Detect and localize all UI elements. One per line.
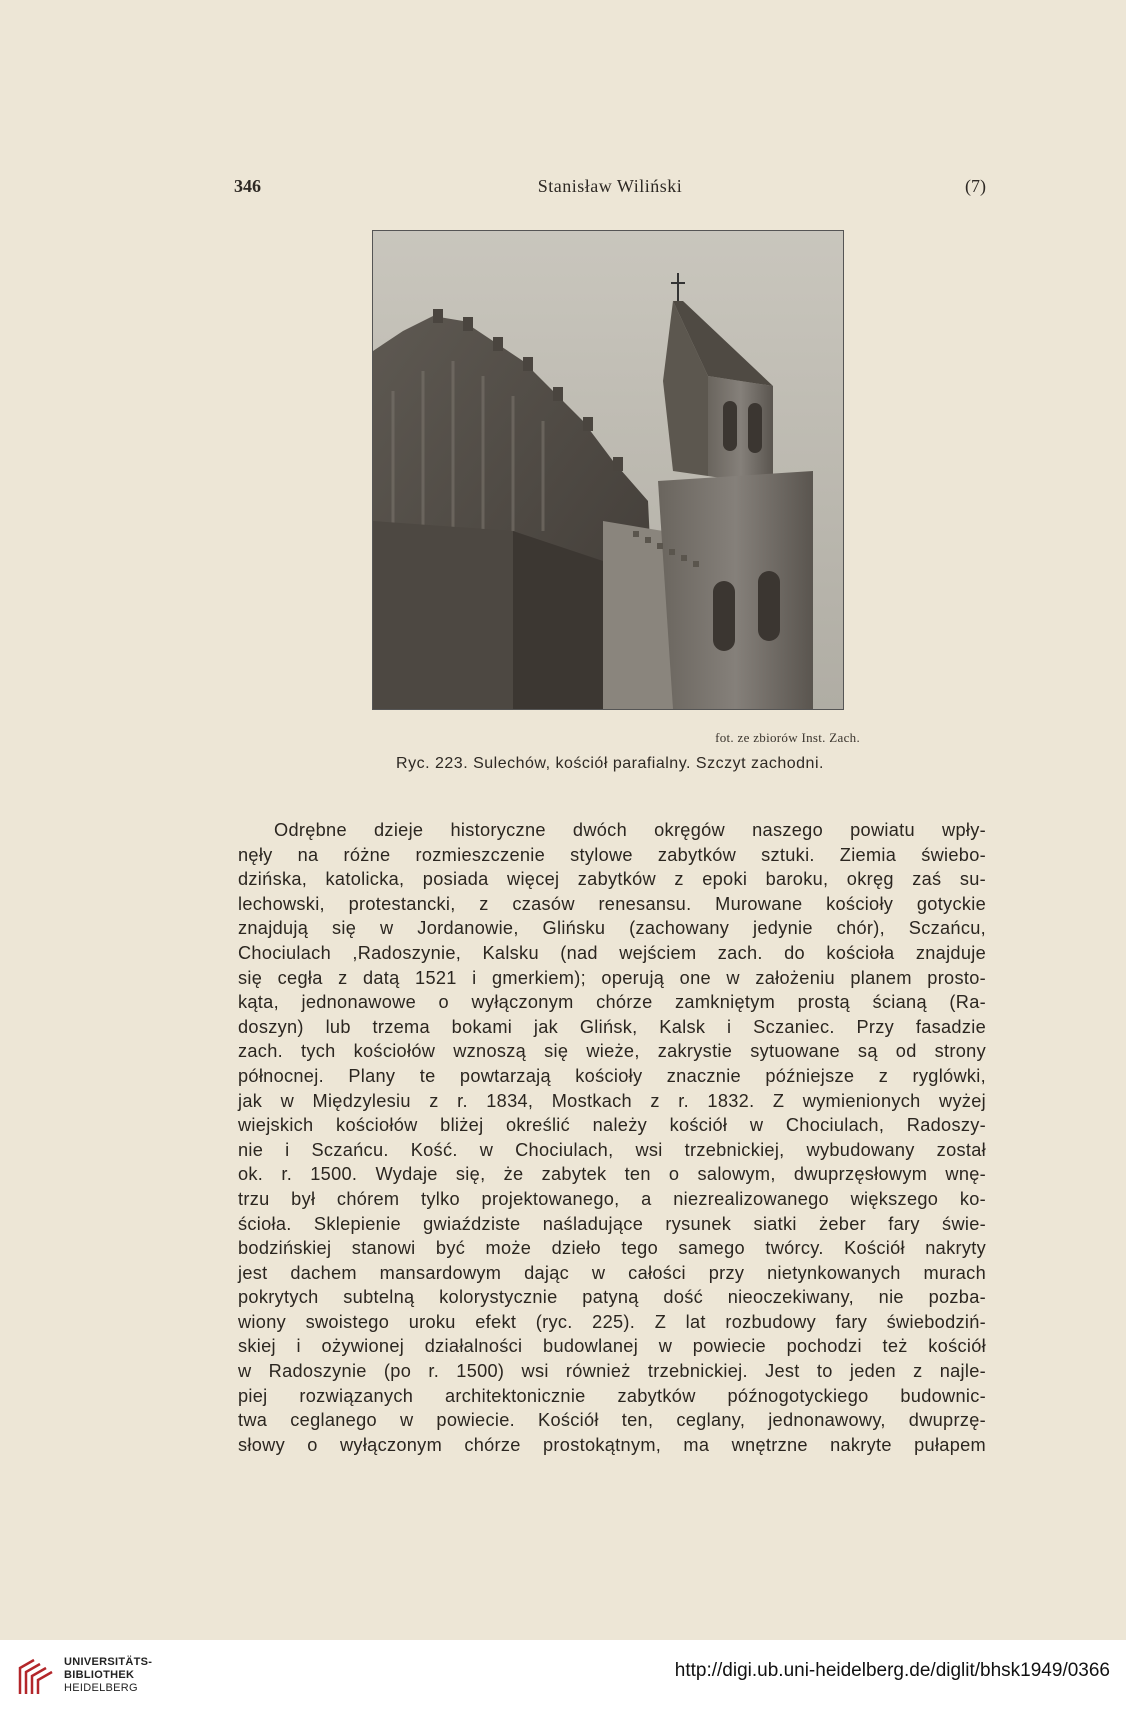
section-number: (7)	[965, 176, 986, 196]
text-line: piej rozwiązanych architektonicznie zabytków późnogotyckiego budownic-	[238, 1385, 986, 1406]
text-line: kąta, jednonawowe o wyłączonym chórze zamkniętym prostą ścianą (Ra-	[238, 992, 986, 1013]
text-line: wiejskich kościołów bliżej określić należy kościół w Chociulach, Radoszy-	[238, 1115, 986, 1136]
text-line: Odrębne dzieje historyczne dwóch okręgów naszego powiatu wpły-	[274, 820, 986, 840]
church-gable-tower-image	[373, 231, 843, 709]
photo-credit: fot. ze zbiorów Inst. Zach.	[715, 730, 860, 745]
text-line: dzińska, katolicka, posiada więcej zabytków z epoki baroku, okręg zaś su-	[238, 869, 986, 890]
text-line: w Radoszynie (po r. 1500) wsi również trzebnickiej. Jest to jeden z najle-	[238, 1361, 986, 1382]
church-photo	[372, 230, 844, 710]
text-line: ścioła. Sklepienie gwiaździste naśladujące rysunek siatki żeber fary świe-	[238, 1213, 986, 1234]
digitization-footer	[0, 1640, 1126, 1725]
text-line: ok. r. 1500. Wydaje się, że zabytek ten o salowym, dwuprzęsłowym wnę-	[238, 1164, 986, 1185]
text-line: twa ceglanego w powiecie. Kościół ten, ceglany, jednonawowy, dwuprzę-	[238, 1410, 986, 1431]
text-line: nęły na różne rozmieszczenie stylowe zabytków sztuki. Ziemia świebo-	[238, 844, 986, 865]
text-line: północnej. Plany te powtarzają kościoły znacznie późniejsze z ryglówki,	[238, 1065, 986, 1086]
text-line: lechowski, protestancki, z czasów renesansu. Murowane kościoły gotyckie	[238, 893, 986, 914]
text-line: wiony swoistego uroku efekt (ryc. 225). Z lat rozbudowy fary świebodziń-	[238, 1311, 986, 1332]
text-line: jak w Międzylesiu z r. 1834, Mostkach z r. 1832. Z wymienionych wyżej	[238, 1090, 986, 1111]
text-line: trzu był chórem tylko projektowanego, a niezrealizowanego większego ko-	[238, 1188, 986, 1209]
page-number: 346	[234, 176, 261, 196]
text-line: bodzińskiej stanowi być może dzieło tego samego twórcy. Kościół nakryty	[238, 1238, 986, 1259]
text-line: znajdują się w Jordanowie, Glińsku (zachowany jedynie chór), Sczańcu,	[238, 918, 986, 939]
text-line: nie i Sczańcu. Kość. w Chociulach, wsi trzebnickiej, wybudowany został	[238, 1139, 986, 1160]
running-header	[234, 176, 986, 202]
library-name: UNIVERSITÄTS- BIBLIOTHEK HEIDELBERG	[64, 1656, 153, 1694]
figure-caption: Ryc. 223. Sulechów, kościół parafialny. Szczyt zachodni.	[396, 755, 824, 772]
text-line: zach. tych kościołów wznoszą się wieże, zakrystie sytuowane są od strony	[238, 1041, 986, 1062]
text-line: się cegła z datą 1521 i gmerkiem); operują one w założeniu planem prosto-	[238, 967, 986, 988]
library-logo-icon	[14, 1654, 62, 1702]
text-line: skiej i ożywionej działalności budowlanej w powiecie pochodzi też kościół	[238, 1336, 986, 1357]
body-paragraph	[238, 818, 986, 1457]
source-url-link[interactable]: http://digi.ub.uni-heidelberg.de/diglit/bhsk1949/0366	[674, 1660, 1110, 1681]
text-line: Chociulach ,Radoszynie, Kalsku (nad wejściem zach. do kościoła znajduje	[238, 942, 986, 963]
running-author: Stanisław Wiliński	[537, 176, 683, 196]
text-line: słowy o wyłączonym chórze prostokątnym, ma wnętrzne nakryte pułapem	[238, 1434, 986, 1455]
text-line: doszyn) lub trzema bokami jak Glińsk, Kalsk i Sczaniec. Przy fasadzie	[238, 1016, 986, 1037]
text-line: jest dachem mansardowym dając w całości przy nietynkowanych murach	[238, 1262, 986, 1283]
text-line: pokrytych subtelną kolorystycznie patyną dość nieoczekiwany, nie pozba-	[238, 1287, 986, 1308]
